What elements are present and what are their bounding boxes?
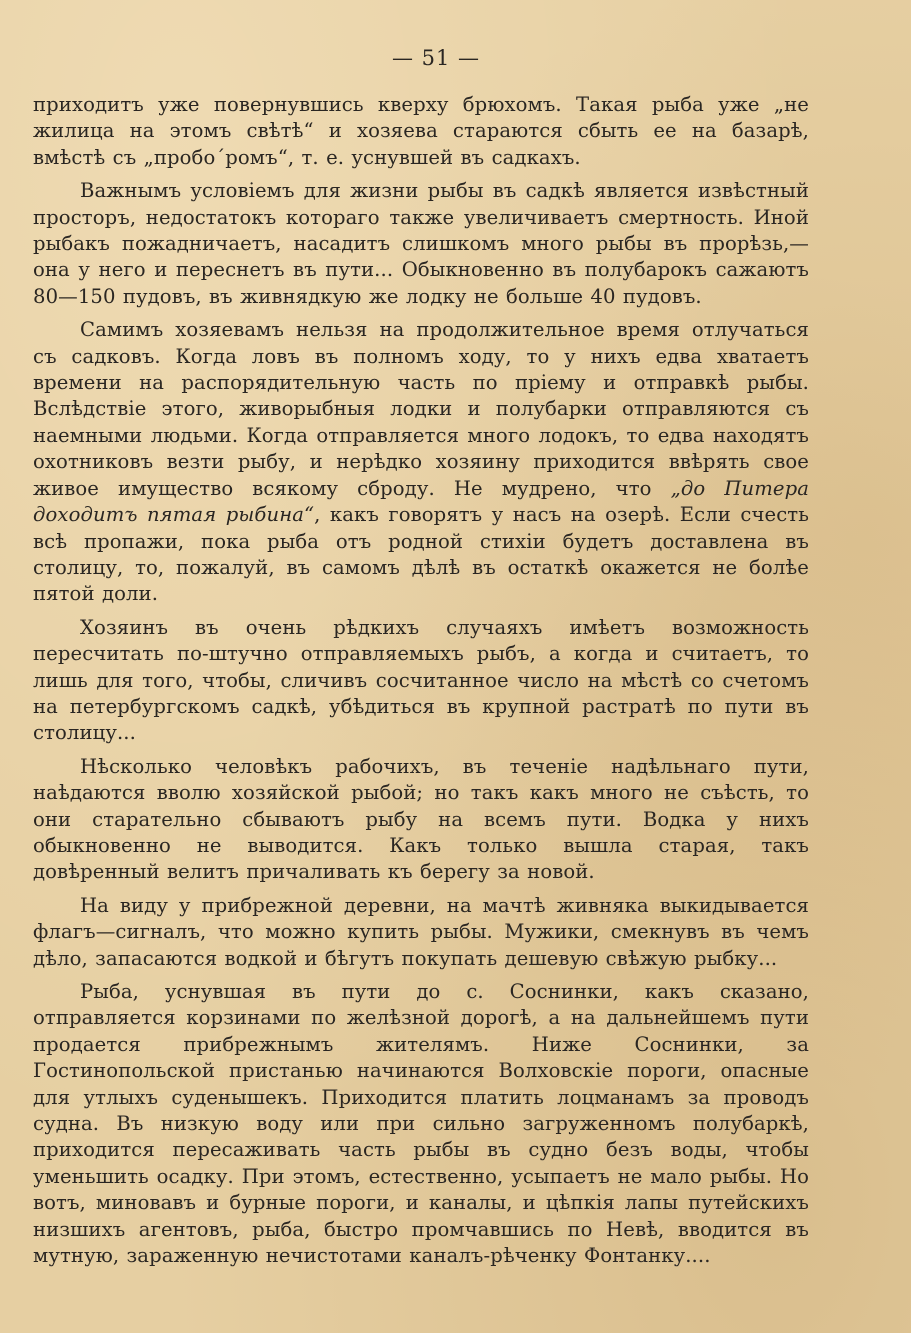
paragraph-5 (33, 754, 809, 886)
paragraph-7 (33, 979, 809, 1269)
paragraph-3-quote: „до Питера доходитъ пятая рыбина“ (33, 476, 810, 527)
paragraph-4 (33, 615, 809, 747)
paragraph-4-text: Хозяинъ въ очень рѣдкихъ случаяхъ имѣетъ возможность пересчитать по-штучно отправляемыхъ рыбъ, а когда и считаетъ, то лишь для того, чтобы, сличивъ сосчитанное число на мѣстѣ со счетомъ на петербургскомъ садкѣ, убѣдиться въ крупной растратѣ по пути въ столицу... (33, 615, 809, 745)
paragraph-6-text: На виду у прибрежной деревни, на мачтѣ живняка выкидывается флагъ—сигналъ, что можно купить рыбы. Мужики, смекнувъ въ чемъ дѣло, запасаются водкой и бѣгутъ покупать дешевую свѣжую рыбку... (33, 893, 809, 970)
paragraph-2 (33, 178, 809, 310)
paragraph-6 (33, 893, 809, 972)
paragraph-2-text: Важнымъ условіемъ для жизни рыбы въ садкѣ является извѣстный просторъ, недостатокъ котораго также увеличиваетъ смертность. Иной рыбакъ пожадничаетъ, насадитъ слишкомъ много рыбы въ прорѣзь,— она у него и переснетъ въ пути... Обыкновенно въ полубарокъ сажаютъ 80—150 пудовъ, въ живнядкую же лодку не больше 40 пудовъ. (33, 179, 809, 308)
page-number: — 51 — (391, 46, 481, 70)
paragraph-3-text-b: , какъ говорятъ у насъ на озерѣ. Если счесть всѣ пропажи, пока рыба отъ родной стихіи будетъ доставлена въ столицу, то, пожалуй, въ самомъ дѣлѣ въ остаткѣ окажется не болѣе пятой доли. (33, 503, 809, 606)
paragraph-1-text: приходитъ уже повернувшись кверху брюхомъ. Такая рыба уже „не жилица на этомъ свѣтѣ“ и хозяева стараются сбыть ее на базарѣ, вмѣстѣ съ „пробоˊромъ“, т. е. уснувшей въ садкахъ. (33, 93, 809, 169)
paragraph-1 (33, 92, 809, 171)
paragraph-7-text: Рыба, уснувшая въ пути до с. Соснинки, какъ сказано, отправляется корзинами по желѣзной дорогѣ, а на дальнейшемъ пути продается прибрежнымъ жителямъ. Ниже Соснинки, за Гостинопольской пристанью начинаются Волховскіе пороги, опасные для утлыхъ суденышекъ. Приходится платить лоцманамъ за проводъ судна. Въ низкую воду или при сильно загруженномъ полубаркѣ, приходится пересаживать часть рыбы въ судно безъ воды, чтобы уменьшить осадку. При этомъ, естественно, усыпаетъ не мало рыбы. Но вотъ, миновавъ и бурные пороги, и каналы, и цѣпкія лапы путейскихъ низшихъ агентовъ, рыба, быстро промчавшись по Невѣ, вводится въ мутную, зараженную нечистотами каналъ-рѣченку Фонтанку.... (33, 980, 809, 1268)
document-page (33, 46, 809, 1276)
paragraph-3-text-a: Самимъ хозяевамъ нельзя на продолжительное время отлучаться съ садковъ. Когда ловъ въ полномъ ходу, то у нихъ едва хватаетъ времени на распорядительную часть по пріему и отправкѣ рыбы. Вслѣдствіе этого, живорыбныя лодки и полубарки отправляются съ наемными людьми. Когда отправляется много лодокъ, то едва находятъ охотниковъ везти рыбу, и нерѣдко хозяину приходится ввѣрять свое живое имущество всякому сброду. Не мудрено, что (33, 318, 809, 500)
paragraph-5-text: Нѣсколько человѣкъ рабочихъ, въ теченіе надѣльнаго пути, наѣдаются вволю хозяйской рыбой; но такъ какъ много не съѣсть, то они старательно сбываютъ рыбу на всемъ пути. Водка у нихъ обыкновенно не выводится. Какъ только вышла старая, такъ довѣренный велитъ причаливать къ берегу за новой. (33, 754, 809, 884)
paragraph-3 (33, 317, 809, 607)
